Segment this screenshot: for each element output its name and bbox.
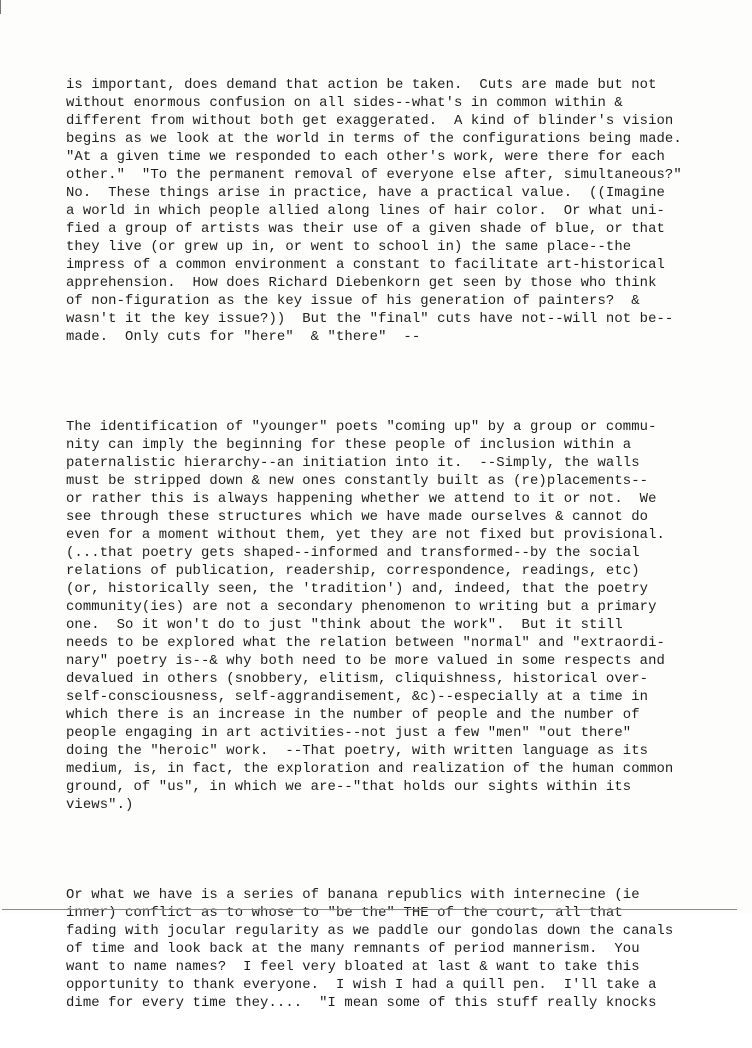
text-line: is important, does demand that action be taken. Cuts are made but not	[66, 77, 657, 93]
text-line: devalued in others (snobbery, elitism, cliquishness, historical over-	[66, 671, 649, 687]
text-line: (...that poetry gets shaped--informed and transformed--by the social	[66, 545, 640, 561]
text-line: which there is an increase in the number of people and the number of	[66, 707, 640, 723]
text-line: without enormous confusion on all sides--what's in common within &	[66, 95, 623, 111]
text-line: see through these structures which we have made ourselves & cannot do	[66, 509, 649, 525]
text-line: of non-figuration as the key issue of his generation of painters? &	[66, 293, 640, 309]
paragraph-1	[66, 76, 736, 346]
text-line: opportunity to thank everyone. I wish I had a quill pen. I'll take a	[66, 977, 657, 993]
text-line: made. Only cuts for "here" & "there" --	[66, 329, 421, 345]
text-line: want to name names? I feel very bloated at last & want to take this	[66, 959, 640, 975]
text-line: one. So it won't do to just "think about the work". But it still	[66, 617, 623, 633]
text-line: community(ies) are not a secondary phenomenon to writing but a primary	[66, 599, 657, 615]
text-line: must be stripped down & new ones constantly built as (re)placements--	[66, 473, 649, 489]
text-line: people engaging in art activities--not just a few "men" "out there"	[66, 725, 632, 741]
text-line: views".)	[66, 797, 134, 813]
paragraph-3	[66, 886, 736, 1012]
page-corner-mark	[0, 0, 5, 14]
text-line: they live (or grew up in, or went to school in) the same place--the	[66, 239, 632, 255]
text-line: medium, is, in fact, the exploration and realization of the human common	[66, 761, 674, 777]
paragraph-2	[66, 418, 736, 814]
text-line: impress of a common environment a constant to facilitate art-historical	[66, 257, 665, 273]
text-line: (or, historically seen, the 'tradition') and, indeed, that the poetry	[66, 581, 649, 597]
text-line: Or what we have is a series of banana republics with internecine (ie	[66, 887, 640, 903]
text-line: fading with jocular regularity as we paddle our gondolas down the canals	[66, 923, 674, 939]
text-line: or rather this is always happening whether we attend to it or not. We	[66, 491, 657, 507]
text-line: relations of publication, readership, correspondence, readings, etc)	[66, 563, 640, 579]
text-line: a world in which people allied along lines of hair color. Or what uni-	[66, 203, 665, 219]
text-line: The identification of "younger" poets "coming up" by a group or commu-	[66, 419, 657, 435]
text-line: of time and look back at the many remnants of period mannerism. You	[66, 941, 640, 957]
text-line: fied a group of artists was their use of a given shade of blue, or that	[66, 221, 665, 237]
text-line: begins as we look at the world in terms of the configurations being made.	[66, 131, 682, 147]
text-line: other." "To the permanent removal of everyone else after, simultaneous?"	[66, 167, 682, 183]
text-line: apprehension. How does Richard Diebenkorn get seen by those who think	[66, 275, 657, 291]
bottom-edge-rule	[2, 909, 737, 910]
text-line: self-consciousness, self-aggrandisement, &c)--especially at a time in	[66, 689, 649, 705]
body-text	[66, 40, 736, 1048]
text-line: needs to be explored what the relation between "normal" and "extraordi-	[66, 635, 665, 651]
text-line: "At a given time we responded to each other's work, were there for each	[66, 149, 665, 165]
text-line: even for a moment without them, yet they are not fixed but provisional.	[66, 527, 665, 543]
text-line: nary" poetry is--& why both need to be more valued in some respects and	[66, 653, 665, 669]
text-line: nity can imply the beginning for these people of inclusion within a	[66, 437, 632, 453]
text-line: doing the "heroic" work. --That poetry, with written language as its	[66, 743, 649, 759]
text-line: inner) conflict as to whose to "be the" THE of the court, all that	[66, 905, 623, 921]
text-line: different from without both get exaggerated. A kind of blinder's vision	[66, 113, 674, 129]
text-line: ground, of "us", in which we are--"that holds our sights within its	[66, 779, 632, 795]
text-line: wasn't it the key issue?)) But the "final" cuts have not--will not be--	[66, 311, 674, 327]
text-line: No. These things arise in practice, have a practical value. ((Imagine	[66, 185, 665, 201]
text-line: dime for every time they.... "I mean some of this stuff really knocks	[66, 995, 657, 1011]
text-line: paternalistic hierarchy--an initiation into it. --Simply, the walls	[66, 455, 640, 471]
